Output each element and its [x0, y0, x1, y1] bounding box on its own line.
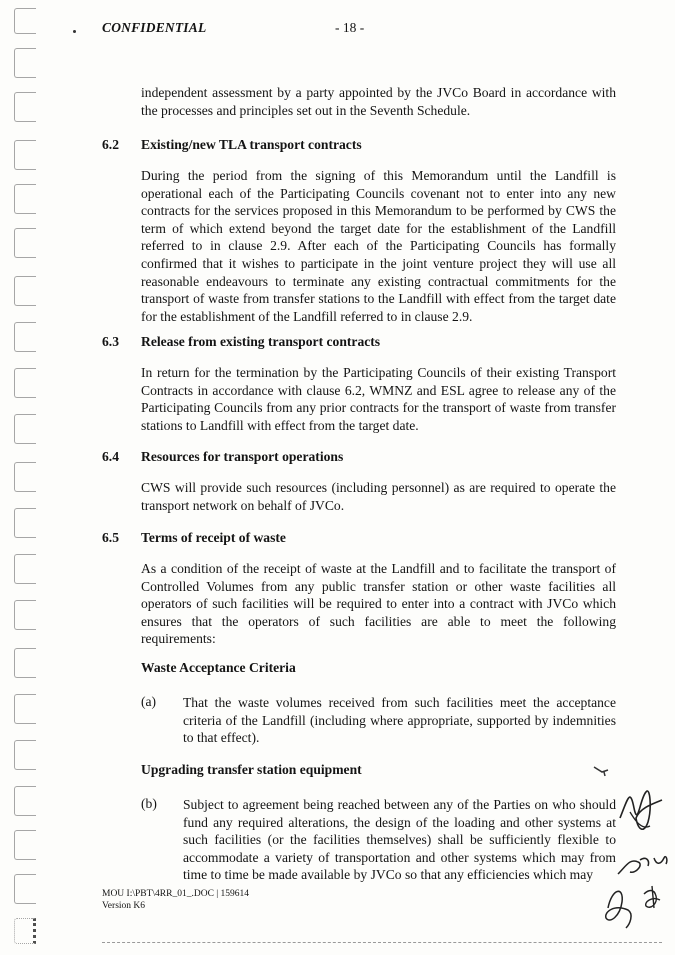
item-text: Subject to agreement being reached between any of the Parties on who should fund any required alterations, the design of the loading and other systems at such facilities (or the facilities themselves) shall be sufficiently flexible to accommodate a variety of transportation and other systems which may from time to time be made available by JVCo so that any efficiencies which may	[183, 797, 616, 883]
binder-hole	[14, 830, 36, 860]
subsection-heading: Waste Acceptance Criteria	[141, 660, 296, 675]
binder-hole	[14, 600, 36, 630]
binder-hole	[14, 92, 36, 122]
section-body: CWS will provide such resources (including personnel) as are required to operate the transport network on behalf of JVCo.	[141, 480, 616, 513]
pen-mark	[592, 764, 612, 778]
section-title: Release from existing transport contracts	[141, 334, 381, 349]
item-label: (b)	[141, 796, 157, 811]
binder-hole	[14, 694, 36, 724]
section-body: During the period from the signing of this Memorandum until the Landfill is operational each of the Participating Councils covenant not to enter into any new contracts for the services proposed in this Memorandum to be performed by CWS the term of which extend beyond the target date for the establishment of the Landfill referred to in clause 2.9. After each of the Participating Councils has formally confirmed that it wishes to participate in the joint venture project they will use all reasonable endeavours to terminate any existing contractual commitments for the transport of waste from transfer stations to the Landfill with effect from the target date for the establishment of the Landfill referred to in clause 2.9.	[141, 168, 616, 324]
handwritten-initials	[600, 778, 670, 938]
section-body: As a condition of the receipt of waste at the Landfill and to facilitate the transport of Controlled Volumes from any public transfer station or other waste facilities all operators of such facilities will be required to enter into a contract with JVCo which ensures that the operators of such facilities are able to meet the following requirements:	[141, 561, 616, 647]
binder-hole	[14, 462, 36, 492]
binder-hole	[14, 276, 36, 306]
binder-hole	[14, 508, 36, 538]
section-number: 6.4	[102, 449, 119, 464]
section-number: 6.3	[102, 334, 119, 349]
binder-hole	[14, 786, 36, 816]
binder-hole	[14, 648, 36, 678]
binder-hole	[14, 322, 36, 352]
binder-hole	[14, 740, 36, 770]
binder-hole	[14, 228, 36, 258]
binder-hole	[14, 48, 36, 78]
section-number: 6.5	[102, 530, 119, 545]
binder-hole	[14, 874, 36, 904]
section-title: Resources for transport operations	[141, 449, 344, 464]
binder-hole	[14, 918, 36, 944]
footer-reference	[102, 888, 249, 912]
binder-hole	[14, 368, 36, 398]
item-text: That the waste volumes received from such facilities meet the acceptance criteria of the Landfill (including where appropriate, supported by indemnities to that effect).	[183, 695, 616, 746]
margin-mark	[73, 30, 76, 33]
section-body: In return for the termination by the Participating Councils of their existing Transport Contracts in accordance with clause 6.2, WMNZ and ESL agree to release any of the Participating Councils from any prior contracts for the transport of waste from transfer stations to Landfill with effect from the target date.	[141, 365, 616, 433]
section-title: Existing/new TLA transport contracts	[141, 137, 362, 152]
footer-divider	[102, 942, 662, 943]
binder-hole	[14, 140, 36, 170]
section-number: 6.2	[102, 137, 119, 152]
file-reference: MOU I:\PBT\4RR_01_.DOC | 159614	[102, 889, 250, 899]
version-label: Version K6	[102, 901, 146, 911]
page-number: - 18 -	[335, 20, 365, 35]
item-label: (a)	[141, 694, 157, 709]
subsection-heading: Upgrading transfer station equipment	[141, 762, 362, 777]
binder-hole	[14, 8, 36, 34]
intro-paragraph: independent assessment by a party appointed by the JVCo Board in accordance with the processes and principles set out in the Seventh Schedule.	[141, 85, 616, 118]
binder-hole	[14, 414, 36, 444]
confidential-header: CONFIDENTIAL	[102, 20, 207, 35]
binder-hole	[14, 184, 36, 214]
section-title: Terms of receipt of waste	[141, 530, 286, 545]
binder-hole	[14, 554, 36, 584]
